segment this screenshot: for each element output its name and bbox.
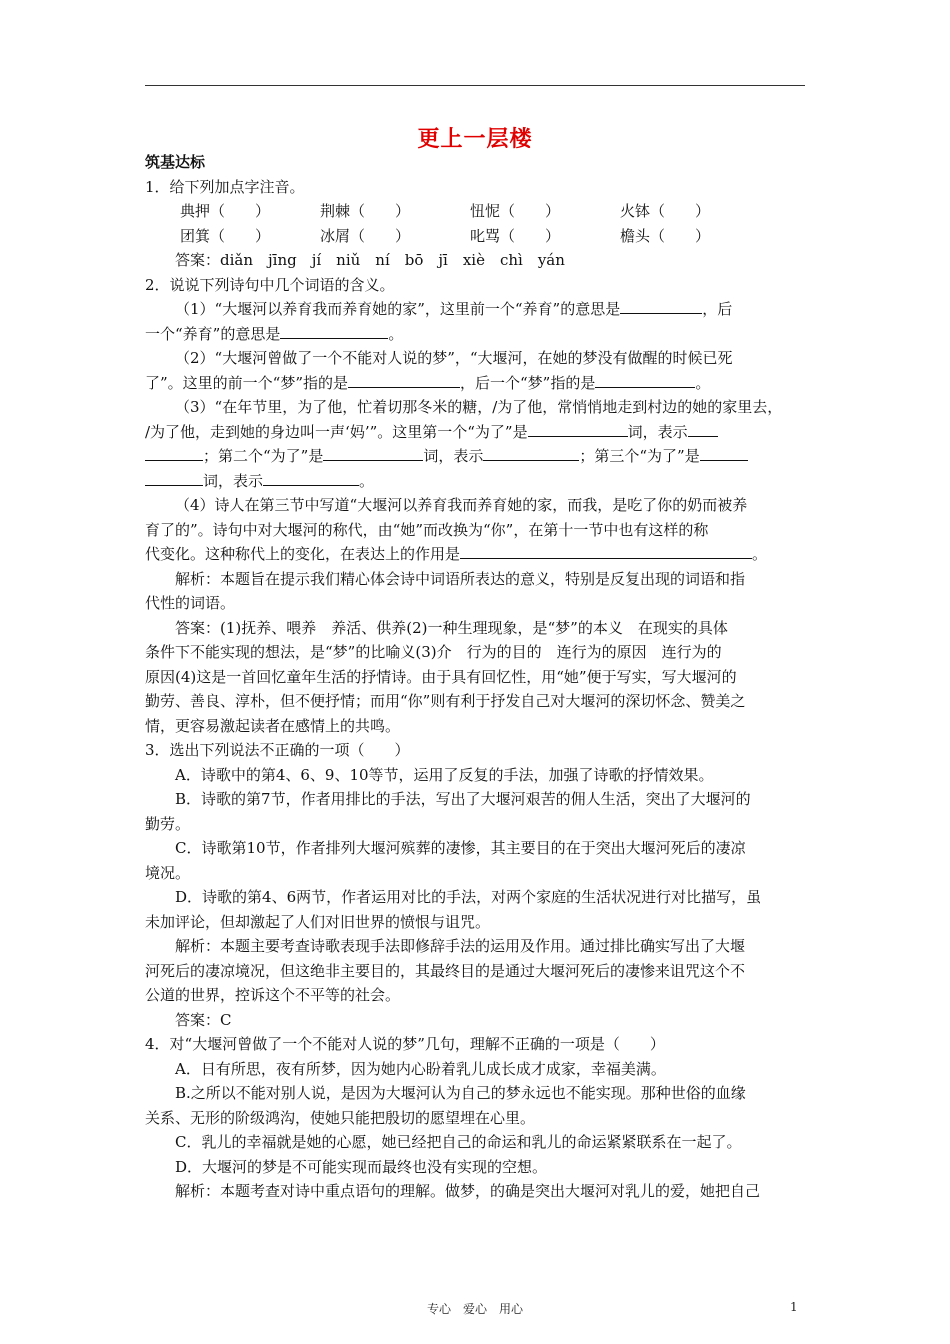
q3-option-b: B．诗歌的第7节，作者用排比的手法，写出了大堰河艰苦的佣人生活，突出了大堰河的 [175,790,751,808]
q2-part4-cont2: 代变化。这种称代上的变化，在表达上的作用是 。 [145,542,807,567]
q3-option-a: A．诗歌中的第4、6、9、10等节，运用了反复的手法，加强了诗歌的抒情效果。 [175,765,714,784]
q3-analysis-cont: 河死后的凄凉境况，但这绝非主要目的，其最终目的是通过大堰河死后的凄惨来诅咒这个不 [145,961,746,980]
q3-option-c-cont: 境况。 [145,863,191,882]
q2-answer: 答案：(1)抚养、喂养 养活、供养(2)一种生理现象，是“梦”的本义 在现实的具体 [175,618,728,637]
q1-item: 荆棘（ ） [320,202,411,220]
q3-option-b-cont: 勤劳。 [145,814,191,833]
answer-blank [145,469,203,486]
q2-part1-cont: 一个“养育”的意思是 。 [145,322,807,347]
q1-item: 火钵（ ） [620,202,711,220]
q4-option-a: A．日有所思，夜有所梦，因为她内心盼着乳儿成长成才成家，幸福美满。 [175,1059,666,1078]
page-title: 更上一层楼 [417,126,533,152]
q1-item: 团箕（ ） [180,226,271,245]
answer-blank [595,371,695,388]
q3-analysis-cont: 公道的世界，控诉这个不平等的社会。 [145,986,401,1004]
answer-blank [145,444,203,461]
q2-part3-cont: /为了他，走到她的身边叫一声‘妈’”。这里第一个“为了”是 词，表示 [145,420,807,445]
q2-part2: （2）“大堰河曾做了一个不能对人说的梦”，“大堰河，在她的梦没有做醒的时候已死 [175,349,733,367]
q4-stem: 4．对“大堰河曾做了一个不能对人说的梦”几句，理解不正确的一项是（ ） [145,1035,665,1053]
q1-stem: 1．给下列加点字注音。 [145,177,305,196]
page-number: 1 [790,1300,798,1314]
document-body [145,150,807,1204]
answer-blank [688,420,718,437]
q1-item: 忸怩（ ） [470,202,561,220]
q1-item: 叱骂（ ） [470,226,561,245]
q2-answer-cont: 条件下不能实现的想法，是“梦”的比喻义(3)介 行为的目的 连行为的原因 连行为的 [145,643,722,661]
q2-answer-cont: 情，更容易激起读者在感情上的共鸣。 [145,716,401,735]
q2-analysis-cont: 代性的词语。 [145,594,236,612]
q1-item: 典押（ ） [180,202,271,220]
q2-answer-cont: 原因(4)这是一首回忆童年生活的抒情诗。由于具有回忆性，用“她”便于写实，写大堰河的 [145,667,737,686]
q2-part2-cont: 了”。这里的前一个“梦”指的是 ，后一个“梦”指的是 。 [145,371,807,396]
q3-answer: 答案：C [175,1010,232,1029]
q1-items [145,199,807,248]
q1-answer: 答案：diǎn jīng jí niǔ ní bō jī xiè chì yán [175,251,565,269]
q3-option-c: C．诗歌第10节，作者排列大堰河殡葬的凄惨，其主要目的在于突出大堰河死后的凄凉 [175,839,746,857]
answer-blank [528,420,628,437]
answer-blank [280,322,388,339]
q2-part4: （4）诗人在第三节中写道“大堰河以养育我而养育她的家，而我，是吃了你的奶而被养 [175,496,748,514]
q2-answer-cont: 勤劳、善良、淳朴，但不便抒情；而用“你”则有利于抒发自己对大堰河的深切怀念、赞美之 [145,692,746,710]
q2-part1: （1）“大堰河以养育我而养育她的家”，这里前一个“养育”的意思是 ，后 [145,297,807,322]
q2-part3-cont2: ；第二个“为了”是 词，表示 ；第三个“为了”是 [145,444,807,469]
section-heading: 筑基达标 [145,153,206,171]
answer-blank [323,444,423,461]
q2-stem: 2．说说下列诗句中几个词语的含义。 [145,275,395,294]
q1-item: 檐头（ ） [620,226,711,245]
answer-blank [460,542,752,559]
q4-option-c: C．乳儿的幸福就是她的心愿，她已经把自己的命运和乳儿的命运紧紧联系在一起了。 [175,1133,742,1151]
header-rule [145,85,805,86]
q3-option-d: D．诗歌的第4、6两节，作者运用对比的手法，对两个家庭的生活状况进行对比描写，虽 [175,888,762,906]
q2-analysis: 解析：本题旨在提示我们精心体会诗中词语所表达的意义，特别是反复出现的词语和指 [175,569,746,588]
q3-analysis: 解析：本题主要考查诗歌表现手法即修辞手法的运用及作用。通过排比确实写出了大堰 [175,937,746,955]
q2-part3-cont3: 词，表示 。 [145,469,807,494]
q1-item: 冰屑（ ） [320,226,411,245]
answer-blank [700,444,748,461]
q2-part4-cont: 育了的”。诗句中对大堰河的称代，由“她”而改换为“你”，在第十一节中也有这样的称 [145,520,709,539]
q4-option-b: B.之所以不能对别人说，是因为大堰河认为自己的梦永远也不能实现。那种世俗的血缘 [175,1084,746,1102]
q3-option-d-cont: 未加评论，但却激起了人们对旧世界的愤恨与诅咒。 [145,912,491,931]
answer-blank [620,297,702,314]
q4-option-d: D．大堰河的梦是不可能实现而最终也没有实现的空想。 [175,1157,548,1176]
q3-stem: 3．选出下列说法不正确的一项（ ） [145,741,410,759]
q2-part3: （3）“在年节里，为了他，忙着切那冬米的糖，/为了他，常悄悄地走到村边的她的家里去， [175,398,783,416]
answer-blank [483,444,579,461]
q4-analysis: 解析：本题考查对诗中重点语句的理解。做梦，的确是突出大堰河对乳儿的爱，她把自己 [175,1182,761,1200]
footer-motto: 专心 爱心 用心 [426,1302,523,1316]
answer-blank [263,469,359,486]
q4-option-b-cont: 关系、无形的阶级鸿沟，使她只能把殷切的愿望埋在心里。 [145,1108,536,1127]
answer-blank [348,371,460,388]
